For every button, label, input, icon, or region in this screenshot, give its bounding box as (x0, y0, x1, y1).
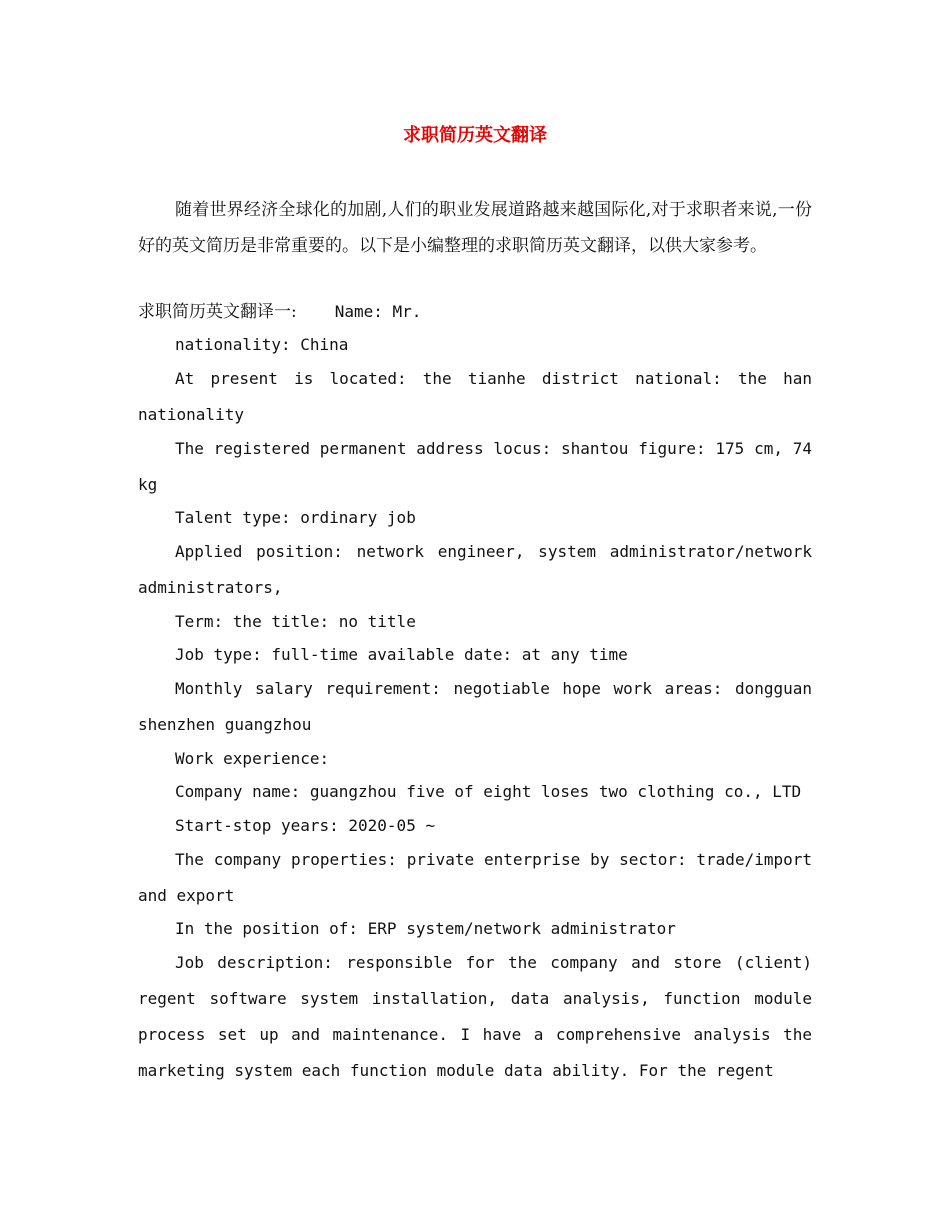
intro-paragraph: 随着世界经济全球化的加剧,人们的职业发展道路越来越国际化,对于求职者来说,一份好的英文简历是非常重要的。以下是小编整理的求职简历英文翻译，以供大家参考。 (138, 200, 812, 256)
resume-line: Work experience: (175, 749, 330, 768)
document-title: 求职简历英文翻译 (403, 125, 547, 146)
resume-line: In the position of: ERP system/network administrator (175, 919, 676, 938)
section-name: Name: Mr. (334, 302, 422, 321)
resume-line: The company properties: private enterprise by sector: trade/import and export (138, 850, 812, 905)
resume-line: Company name: guangzhou five of eight loses two clothing co., LTD (175, 782, 802, 801)
resume-line: Start-stop years: 2020-05 ~ (175, 816, 436, 835)
section-heading-line (138, 294, 812, 330)
resume-line: Applied position: network engineer, system administrator/network administrators, (138, 542, 812, 597)
resume-line: The registered permanent address locus: shantou figure: 175 cm, 74 kg (138, 439, 812, 494)
section-label: 求职简历英文翻译一: (138, 302, 297, 322)
resume-line: At present is located: the tianhe district national: the han nationality (138, 369, 812, 424)
resume-line: Monthly salary requirement: negotiable hope work areas: dongguan shenzhen guangzhou (138, 679, 812, 734)
resume-line: Job type: full-time available date: at any time (175, 645, 628, 664)
resume-line: Term: the title: no title (175, 612, 416, 631)
resume-line: nationality: China (175, 335, 349, 354)
job-description-paragraph: Job description: responsible for the company and store (client) regent software system installation, data analysis, function module process set up and maintenance. I have a comprehensive analysis the marketing system each function module data ability. For the regent (138, 953, 812, 1080)
resume-line: Talent type: ordinary job (175, 508, 416, 527)
